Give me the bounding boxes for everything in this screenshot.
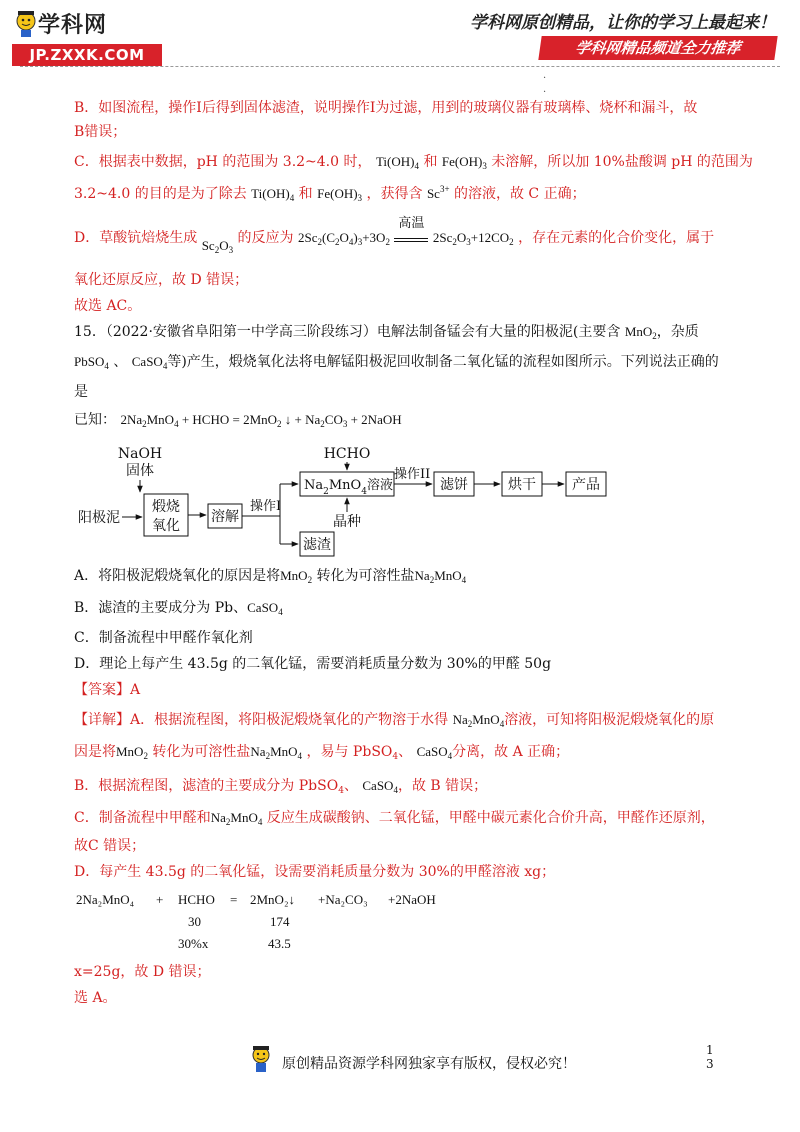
prev-option-c-cont: 3.2~4.0 的目的是为了除去 $Ti(OH)_4$ 和 $Fe(OH)_3$ ，获得含 $Sc^{3+}$ 的溶液，故 C 正确；: [74, 184, 586, 203]
calc-mass-hcho: 30: [188, 914, 201, 929]
header-slogan: 学科网原创精品，让你的学习上最起来！: [470, 13, 776, 33]
calc-reactant-1: 2Na₂MnO₄: [76, 892, 135, 907]
question-stem-2: PbSO$_4$ 、 CaSO$_4$等)产生，煅烧氧化法将电解锰阳极泥回收制备二氧化锰的流程如图所示。下列说法正确的: [74, 354, 719, 371]
question-stem-1: 15．（2022·安徽省阜阳第一中学高三阶段练习）电解法制备锰会有大量的阳极泥(主要含 MnO$_2$，杂质: [74, 324, 699, 341]
calc-reactant-2: HCHO: [178, 892, 215, 907]
prev-option-b-cont: B错误；: [74, 124, 127, 140]
calc-product-3: +2NaOH: [388, 892, 436, 907]
header-banner: 学科网精品频道全力推荐: [538, 36, 777, 60]
box-dissolve-label: 溶解: [211, 509, 239, 525]
box-product-label: 产品: [572, 477, 600, 493]
calc-mass-mno2: 174: [270, 914, 290, 929]
xuekewang-logo: [10, 6, 160, 64]
calc-plus: +: [156, 892, 164, 907]
box-filter-cake-label: 滤饼: [440, 477, 468, 493]
final-select: 选 A。: [74, 990, 117, 1006]
result-x: x=25g，故 D 错误；: [74, 964, 211, 980]
detail-d: D．每产生 43.5g 的二氧化锰，设需要消耗质量分数为 30%的甲醛溶液 xg；: [74, 864, 556, 880]
brand-name: 学科网: [38, 13, 108, 38]
label-seed: 晶种: [333, 514, 361, 530]
reaction-condition: 高温: [398, 216, 425, 231]
known-equation: 已知： $2Na_2MnO_4$ + HCHO = 2MnO$_2$ ↓ + $Na_2CO_3$ + 2NaOH: [74, 412, 402, 429]
calc-unknown: 30%x: [178, 936, 209, 951]
label-op2: 操作II: [394, 467, 431, 482]
copyright-notice: 原创精品资源学科网独家享有版权，侵权必究！: [282, 1056, 576, 1072]
mascot-icon: [248, 1043, 274, 1075]
detail-c-line1: C．制备流程中甲醛和$Na_2MnO_4$ 反应生成碳酸钠、二氧化锰，甲醛中碳元素化合价升高，甲醛作还原剂，: [74, 810, 715, 827]
option-c: C．制备流程中甲醛作氧化剂: [74, 630, 253, 646]
box-sodium-manganate-label: $Na_2MnO_4$溶液: [304, 478, 393, 497]
prev-option-b: B．如图流程，操作Ⅰ后得到固体滤渣，说明操作Ⅰ为过滤，用到的玻璃仪器有玻璃棒、烧杯和漏斗，故: [74, 100, 698, 116]
answer-label: 【答案】A: [74, 682, 141, 698]
box-residue-label: 滤渣: [303, 537, 331, 553]
page-number: 1 3: [706, 1043, 714, 1071]
label-op1: 操作I: [250, 499, 282, 514]
box-calcination-l2: 氧化: [152, 518, 180, 534]
question-stem-3: 是: [74, 384, 88, 400]
prev-option-d: D．草酸钪焙烧生成 $Sc_2O_3$ 的反应为 $2Sc_2(C_2O_4)_3+3O_2$ 高温 $2Sc_2O_3+12CO_2$ ，存在元素的化合价变化，属于: [74, 216, 715, 255]
label-solid: 固体: [126, 463, 154, 479]
calc-equals: =: [230, 892, 238, 907]
dots: · ·: [543, 73, 547, 98]
option-b: B．滤渣的主要成分为 Pb、CaSO$_4$: [74, 600, 283, 617]
brand-url: JP.ZXXK.COM: [12, 44, 162, 66]
header-divider: [20, 66, 780, 67]
label-anode-mud: 阳极泥: [78, 510, 120, 526]
option-a: A．将阳极泥煅烧氧化的原因是将MnO$_2$ 转化为可溶性盐$Na_2MnO_4$: [74, 568, 467, 585]
detail-a-line1: 【详解】A．根据流程图，将阳极泥煅烧氧化的产物溶于水得 $Na_2MnO_4$溶液，可知将阳极泥煅烧氧化的原: [74, 712, 715, 729]
detail-b: B．根据流程图，滤渣的主要成分为 PbSO$_4$、 CaSO$_4$，故 B 错误；: [74, 778, 488, 796]
detail-a-line2: 因是将MnO$_2$ 转化为可溶性盐$Na_2MnO_4$ ，易与 PbSO$_4$、 CaSO$_4$分离，故 A 正确；: [74, 744, 570, 762]
prev-option-c: C．根据表中数据，pH 的范围为 3.2~4.0 时， $Ti(OH)_4$ 和 $Fe(OH)_3$ 未溶解，所以加 10%盐酸调 pH 的范围为: [74, 154, 753, 171]
detail-c-line2: 故C 错误；: [74, 838, 146, 854]
box-calcination-l1: 煅烧: [152, 499, 180, 515]
label-naoh: NaOH: [117, 446, 163, 462]
prev-conclusion: 故选 AC。: [74, 298, 142, 314]
mascot-icon: [12, 8, 40, 38]
calc-given: 43.5: [268, 936, 291, 951]
label-hcho: HCHO: [323, 446, 371, 462]
calc-product-1: 2MnO₂↓: [250, 892, 295, 907]
process-flow-diagram: [74, 440, 634, 562]
prev-option-d-cont: 氧化还原反应，故 D 错误；: [74, 272, 249, 288]
box-drying-label: 烘干: [508, 477, 536, 493]
option-d: D．理论上每产生 43.5g 的二氧化锰，需要消耗质量分数为 30%的甲醛 50g: [74, 656, 552, 672]
calc-product-2: +Na₂CO₃: [318, 892, 368, 907]
